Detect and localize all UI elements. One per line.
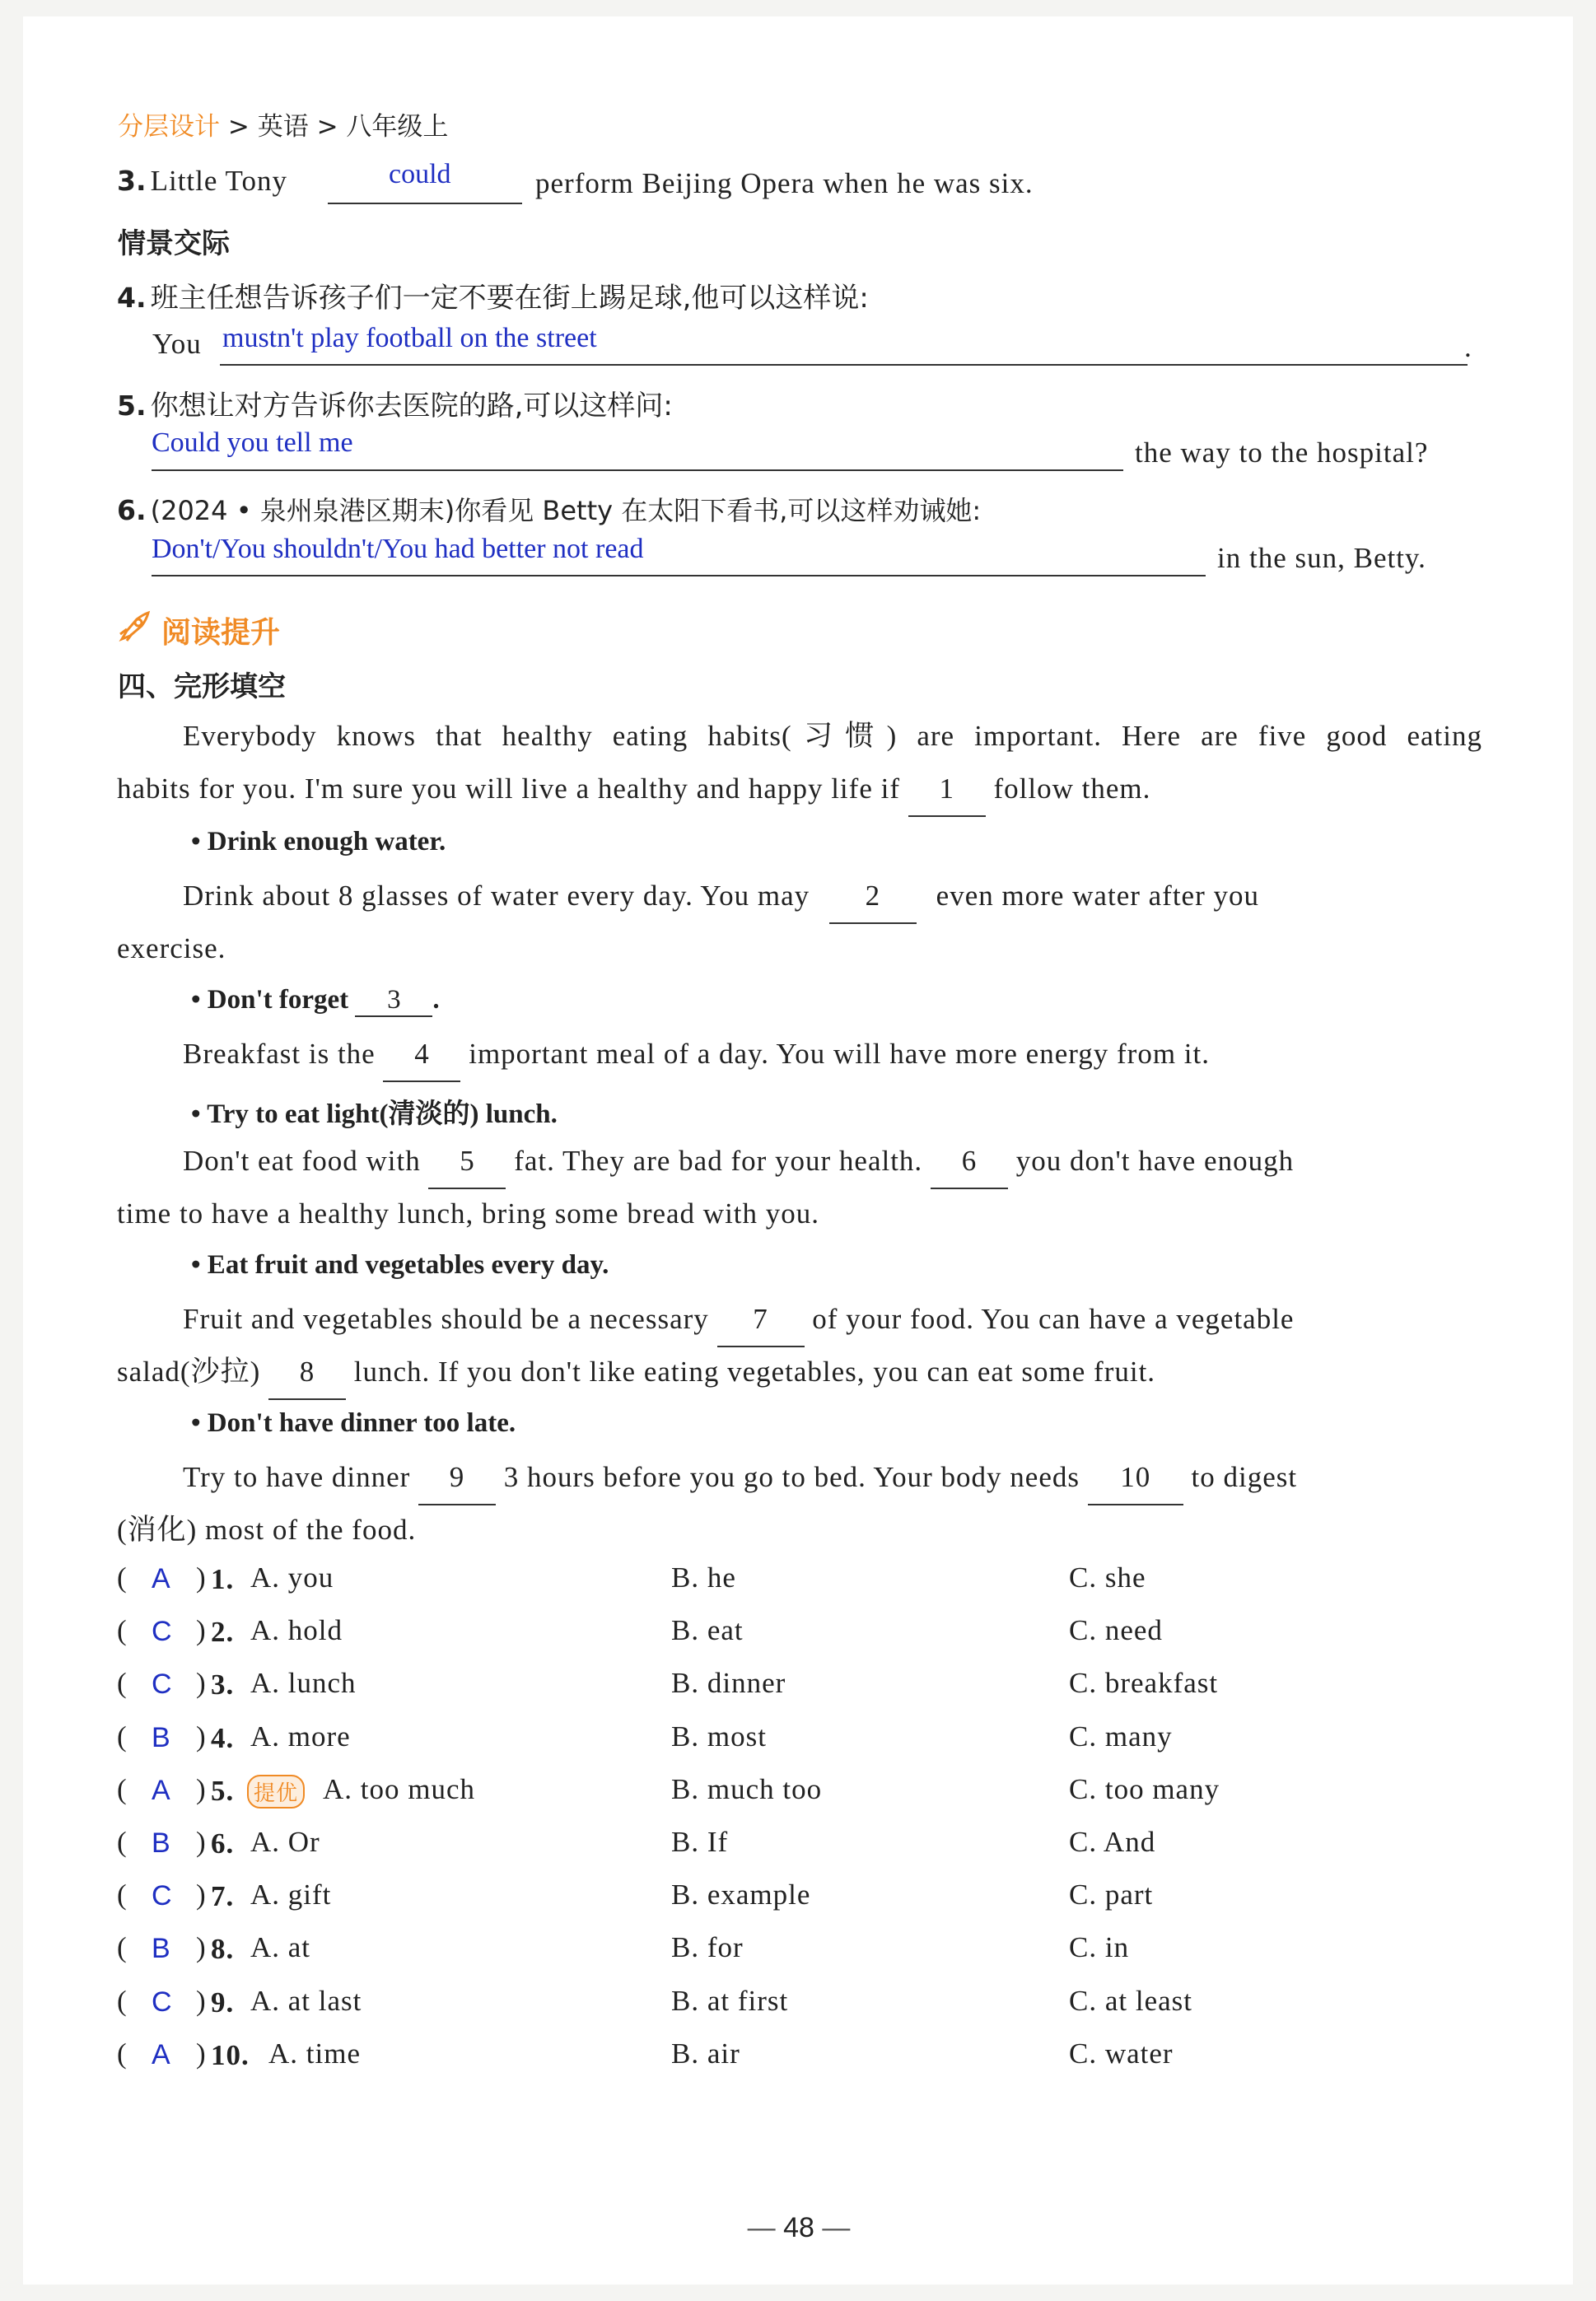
option-a: A. at — [250, 1931, 311, 1963]
advanced-tag-label: 提优 — [247, 1775, 305, 1809]
answer-bracket: ( — [117, 1667, 128, 1699]
section-title-cloze: 四、完形填空 — [118, 670, 286, 703]
handwritten-choice: C — [152, 1669, 173, 1700]
handwritten-choice: A — [152, 1775, 171, 1806]
cloze-blank: 7 — [717, 1293, 805, 1347]
answer-line — [220, 364, 1468, 366]
passage-text: important meal of a day. You will have more energy from it. — [469, 1038, 1211, 1070]
question-text: in the sun, Betty. — [1217, 542, 1426, 574]
handwritten-choice: C — [152, 1880, 173, 1911]
section-title-reading: 阅读提升 — [161, 616, 281, 650]
answer-bracket: ) — [196, 1720, 207, 1753]
breadcrumb-sep: > — [316, 112, 338, 142]
question-6 — [117, 490, 981, 528]
handwritten-choice: B — [152, 1722, 171, 1753]
breadcrumb-sep: > — [227, 112, 250, 142]
handwritten-choice: C — [152, 1616, 173, 1647]
question-number: 4. — [117, 282, 147, 314]
cloze-blank: 2 — [829, 870, 917, 924]
answer-bracket: ( — [117, 1561, 128, 1594]
option-c: C. in — [1069, 1931, 1130, 1963]
question-number: 6. — [117, 494, 147, 526]
passage-text: of your food. You can have a vegetable — [812, 1303, 1295, 1335]
passage-text: 3 hours before you go to bed. Your body needs — [503, 1461, 1080, 1493]
question-number: 6. — [211, 1827, 235, 1860]
answer-bracket: ) — [196, 1614, 207, 1646]
option-b: B. eat — [671, 1614, 744, 1646]
subheading: • Don't forget 3 . — [191, 985, 440, 1017]
handwritten-choice: B — [152, 1933, 171, 1964]
option-a: A. at last — [250, 1985, 362, 2017]
handwritten-answer: mustn't play football on the street — [222, 323, 597, 353]
question-text: perform Beijing Opera when he was six. — [535, 167, 1034, 199]
passage-line — [183, 1293, 1482, 1347]
question-number: 8. — [211, 1933, 235, 1965]
cloze-blank: 4 — [383, 1028, 460, 1082]
answer-line — [328, 203, 522, 204]
question-number: 5. — [117, 390, 147, 422]
advanced-tag — [247, 1775, 305, 1809]
breadcrumb-series: 分层设计 — [118, 112, 220, 142]
answer-bracket: ) — [196, 1773, 207, 1805]
option-c: C. part — [1069, 1879, 1154, 1911]
option-c: C. at least — [1069, 1985, 1192, 2017]
breadcrumb-grade: 八年级上 — [346, 112, 449, 142]
passage-line: Everybody knows that healthy eating habits(习惯) are important. Here are five good eating — [183, 720, 1482, 752]
passage-text: Breakfast is the — [183, 1038, 376, 1070]
question-number: 7. — [211, 1880, 235, 1912]
answer-lead: You — [152, 328, 202, 360]
option-a: A. hold — [250, 1614, 343, 1646]
answer-bracket: ( — [117, 1985, 128, 2017]
subheading: • Eat fruit and vegetables every day. — [191, 1250, 609, 1280]
period: . — [1464, 331, 1472, 363]
passage-text: salad(沙拉) — [117, 1356, 261, 1388]
subheading: • Try to eat light(清淡的) lunch. — [191, 1099, 558, 1129]
question-number: 3. — [117, 165, 147, 197]
handwritten-choice: B — [152, 1827, 171, 1859]
cloze-blank: 5 — [428, 1135, 506, 1189]
option-c: C. she — [1069, 1561, 1146, 1594]
handwritten-choice: A — [152, 2039, 171, 2070]
breadcrumb-subject: 英语 — [257, 112, 309, 142]
passage-line — [183, 870, 1482, 924]
question-3 — [117, 165, 287, 198]
option-a: A. time — [268, 2037, 361, 2070]
question-text: Little Tony — [150, 165, 287, 197]
option-b: B. dinner — [671, 1667, 786, 1699]
option-a: A. gift — [250, 1879, 332, 1911]
answer-bracket: ( — [117, 1720, 128, 1753]
option-c: C. need — [1069, 1614, 1163, 1646]
passage-text: to digest — [1191, 1461, 1298, 1493]
answer-bracket: ) — [196, 1826, 207, 1858]
passage-line — [117, 1346, 1482, 1400]
answer-line — [152, 575, 1206, 576]
option-a: A. Or — [250, 1826, 320, 1858]
passage-text: Try to have dinner — [183, 1461, 411, 1493]
option-b: B. much too — [671, 1773, 823, 1805]
subheading: • Drink enough water. — [191, 827, 446, 856]
passage-line: time to have a healthy lunch, bring some bread with you. — [117, 1197, 820, 1230]
passage-text: Fruit and vegetables should be a necessary — [183, 1303, 709, 1335]
answer-bracket: ) — [196, 1561, 207, 1594]
question-number: 5. — [211, 1775, 235, 1807]
option-a: A. you — [250, 1561, 334, 1594]
cloze-blank: 3 — [355, 985, 432, 1017]
answer-bracket: ( — [117, 1826, 128, 1858]
option-c: C. many — [1069, 1720, 1173, 1753]
question-number: 2. — [211, 1616, 235, 1648]
passage-text: you don't have enough — [1015, 1145, 1295, 1177]
passage-text: fat. They are bad for your health. — [514, 1145, 923, 1177]
answer-line — [152, 469, 1123, 471]
answer-bracket: ) — [196, 1667, 207, 1699]
question-prompt: (2024 • 泉州泉港区期末)你看见 Betty 在太阳下看书,可以这样劝诫她: — [150, 495, 982, 526]
option-a: A. lunch — [250, 1667, 357, 1699]
passage-line — [183, 1451, 1482, 1505]
passage-line — [183, 1028, 1482, 1082]
option-c: C. breakfast — [1069, 1667, 1219, 1699]
subheading: • Don't have dinner too late. — [191, 1408, 516, 1438]
question-number: 4. — [211, 1722, 235, 1754]
page-number: — 48 — — [747, 2212, 851, 2243]
answer-bracket: ) — [196, 2037, 207, 2070]
question-number: 1. — [211, 1563, 235, 1595]
passage-line: exercise. — [117, 932, 226, 964]
answer-bracket: ) — [196, 1879, 207, 1911]
answer-bracket: ( — [117, 1614, 128, 1646]
section-title-situational: 情景交际 — [118, 227, 230, 260]
answer-bracket: ( — [117, 1773, 128, 1805]
passage-text: Drink about 8 glasses of water every day. You may — [183, 880, 810, 912]
option-a: A. too much — [323, 1773, 476, 1805]
question-number: 9. — [211, 1986, 235, 2019]
rocket-icon — [115, 609, 152, 646]
handwritten-choice: C — [152, 1986, 173, 2018]
answer-bracket: ( — [117, 1931, 128, 1963]
answer-bracket: ) — [196, 1985, 207, 2017]
passage-text: lunch. If you don't like eating vegetables, you can eat some fruit. — [353, 1356, 1156, 1388]
cloze-blank: 8 — [268, 1346, 346, 1400]
handwritten-choice: A — [152, 1563, 171, 1594]
breadcrumb — [118, 105, 448, 142]
option-b: B. air — [671, 2037, 740, 2070]
question-number: 3. — [211, 1669, 235, 1701]
passage-text: habits for you. I'm sure you will live a healthy and happy life if — [117, 772, 900, 805]
passage-text: follow them. — [993, 772, 1151, 805]
passage-text: Don't eat food with — [183, 1145, 421, 1177]
question-text: the way to the hospital? — [1135, 436, 1429, 469]
passage-line — [117, 763, 1482, 817]
cloze-blank: 10 — [1088, 1451, 1183, 1505]
cloze-blank: 1 — [908, 763, 986, 817]
question-5 — [117, 383, 673, 423]
option-c: C. too many — [1069, 1773, 1220, 1805]
option-b: B. example — [671, 1879, 811, 1911]
passage-line — [183, 1135, 1482, 1189]
question-prompt: 班主任想告诉孩子们一定不要在街上踢足球,他可以这样说: — [150, 282, 869, 315]
cloze-blank: 6 — [931, 1135, 1008, 1189]
question-4 — [117, 275, 869, 315]
page-number-value: 48 — [783, 2212, 814, 2243]
option-b: B. most — [671, 1720, 767, 1753]
cloze-blank: 9 — [418, 1451, 496, 1505]
option-b: B. for — [671, 1931, 744, 1963]
passage-line: (消化) most of the food. — [117, 1514, 417, 1546]
handwritten-answer: Could you tell me — [152, 427, 353, 458]
option-c: C. water — [1069, 2037, 1174, 2070]
answer-bracket: ( — [117, 1879, 128, 1911]
passage-text: even more water after you — [936, 880, 1259, 912]
subheading-text: • Don't forget — [191, 985, 349, 1015]
option-c: C. And — [1069, 1826, 1156, 1858]
option-a: A. more — [250, 1720, 351, 1753]
handwritten-answer: could — [389, 159, 451, 189]
question-number: 10. — [211, 2039, 250, 2071]
option-b: B. If — [671, 1826, 729, 1858]
answer-bracket: ( — [117, 2037, 128, 2070]
handwritten-answer: Don't/You shouldn't/You had better not read — [152, 534, 644, 564]
option-b: B. he — [671, 1561, 736, 1594]
question-prompt: 你想让对方告诉你去医院的路,可以这样问: — [150, 390, 673, 422]
option-b: B. at first — [671, 1985, 789, 2017]
answer-bracket: ) — [196, 1931, 207, 1963]
